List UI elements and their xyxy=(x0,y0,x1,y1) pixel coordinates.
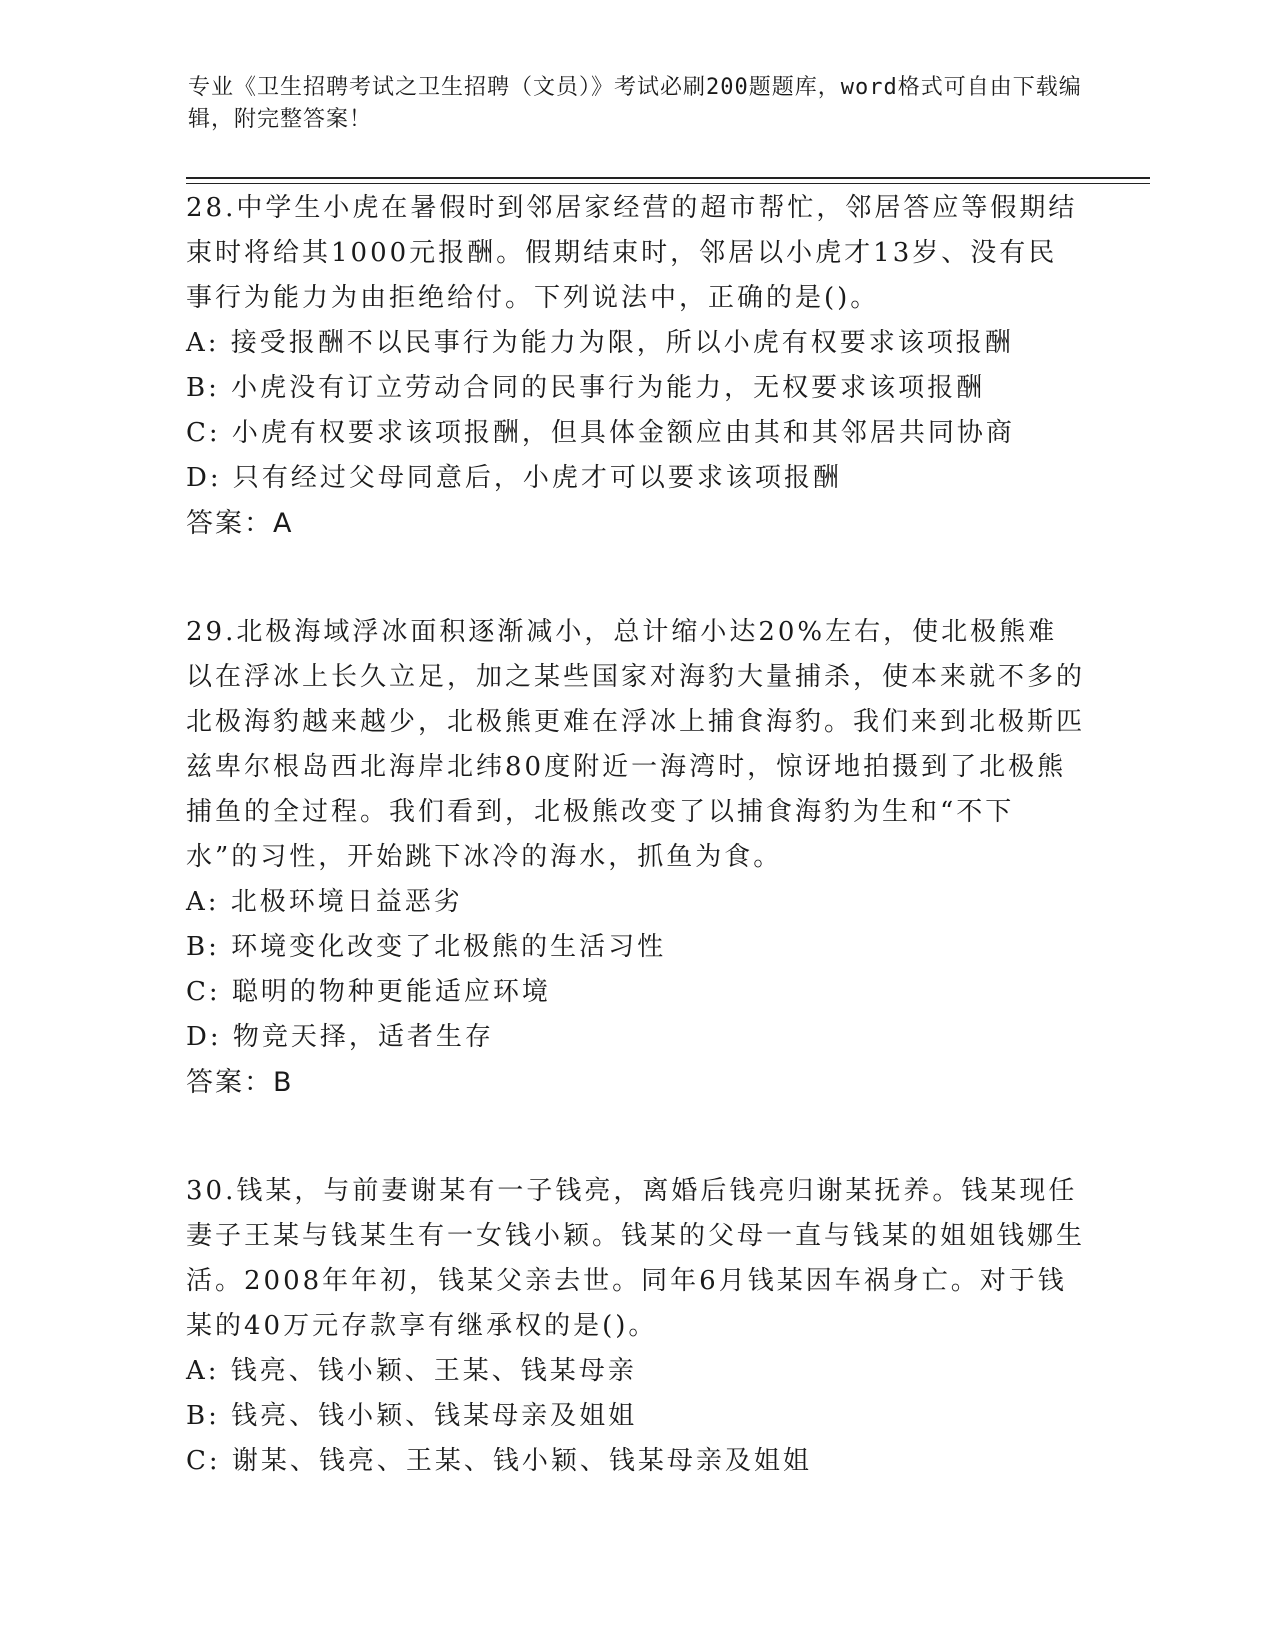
answer-label: 答案：B xyxy=(186,1067,294,1098)
question-29 xyxy=(186,610,1086,1105)
question-28 xyxy=(186,186,1086,546)
option-a: A: 北极环境日益恶劣 xyxy=(186,887,463,917)
option-c: C: 小虎有权要求该项报酬，但具体金额应由其和其邻居共同协商 xyxy=(186,418,1015,448)
question-stem: 29.北极海域浮冰面积逐渐减小，总计缩小达20%左右，使北极熊难以在浮冰上长久立足，加之某些国家对海豹大量捕杀，使本来就不多的北极海豹越来越少，北极熊更难在浮冰上捕食海豹。我们来到北极斯匹兹卑尔根岛西北海岸北纬80度附近一海湾时，惊讶地拍摄到了北极熊捕鱼的全过程。我们看到，北极熊改变了以捕食海豹为生和“不下水”的习性，开始跳下冰冷的海水，抓鱼为食。 xyxy=(186,617,1086,872)
option-b: B: 环境变化改变了北极熊的生活习性 xyxy=(186,932,667,962)
header-rule-thick xyxy=(186,177,1150,179)
answer-label: 答案：A xyxy=(186,508,294,539)
option-b: B: 钱亮、钱小颖、钱某母亲及姐姐 xyxy=(186,1401,638,1431)
question-30 xyxy=(186,1169,1086,1484)
option-c: C: 谢某、钱亮、王某、钱小颖、钱某母亲及姐姐 xyxy=(186,1446,812,1476)
option-c: C: 聪明的物种更能适应环境 xyxy=(186,977,551,1007)
option-d: D: 物竞天择，适者生存 xyxy=(186,1022,494,1052)
question-list xyxy=(186,186,1086,1484)
option-d: D: 只有经过父母同意后，小虎才可以要求该项报酬 xyxy=(186,463,842,493)
question-stem: 30.钱某，与前妻谢某有一子钱亮，离婚后钱亮归谢某抚养。钱某现任妻子王某与钱某生有一女钱小颖。钱某的父母一直与钱某的姐姐钱娜生活。2008年年初，钱某父亲去世。同年6月钱某因车祸身亡。对于钱某的40万元存款享有继承权的是()。 xyxy=(186,1176,1086,1341)
question-stem: 28.中学生小虎在暑假时到邻居家经营的超市帮忙，邻居答应等假期结束时将给其1000元报酬。假期结束时，邻居以小虎才13岁、没有民事行为能力为由拒绝给付。下列说法中，正确的是()。 xyxy=(186,193,1078,313)
document-header: 专业《卫生招聘考试之卫生招聘（文员）》考试必刷200题题库，word格式可自由下载编辑，附完整答案！ xyxy=(188,75,1082,132)
option-b: B: 小虎没有订立劳动合同的民事行为能力，无权要求该项报酬 xyxy=(186,373,986,403)
option-a: A: 钱亮、钱小颖、王某、钱某母亲 xyxy=(186,1356,637,1386)
option-a: A: 接受报酬不以民事行为能力为限，所以小虎有权要求该项报酬 xyxy=(186,328,1014,358)
header-rule-thin xyxy=(186,183,1150,184)
